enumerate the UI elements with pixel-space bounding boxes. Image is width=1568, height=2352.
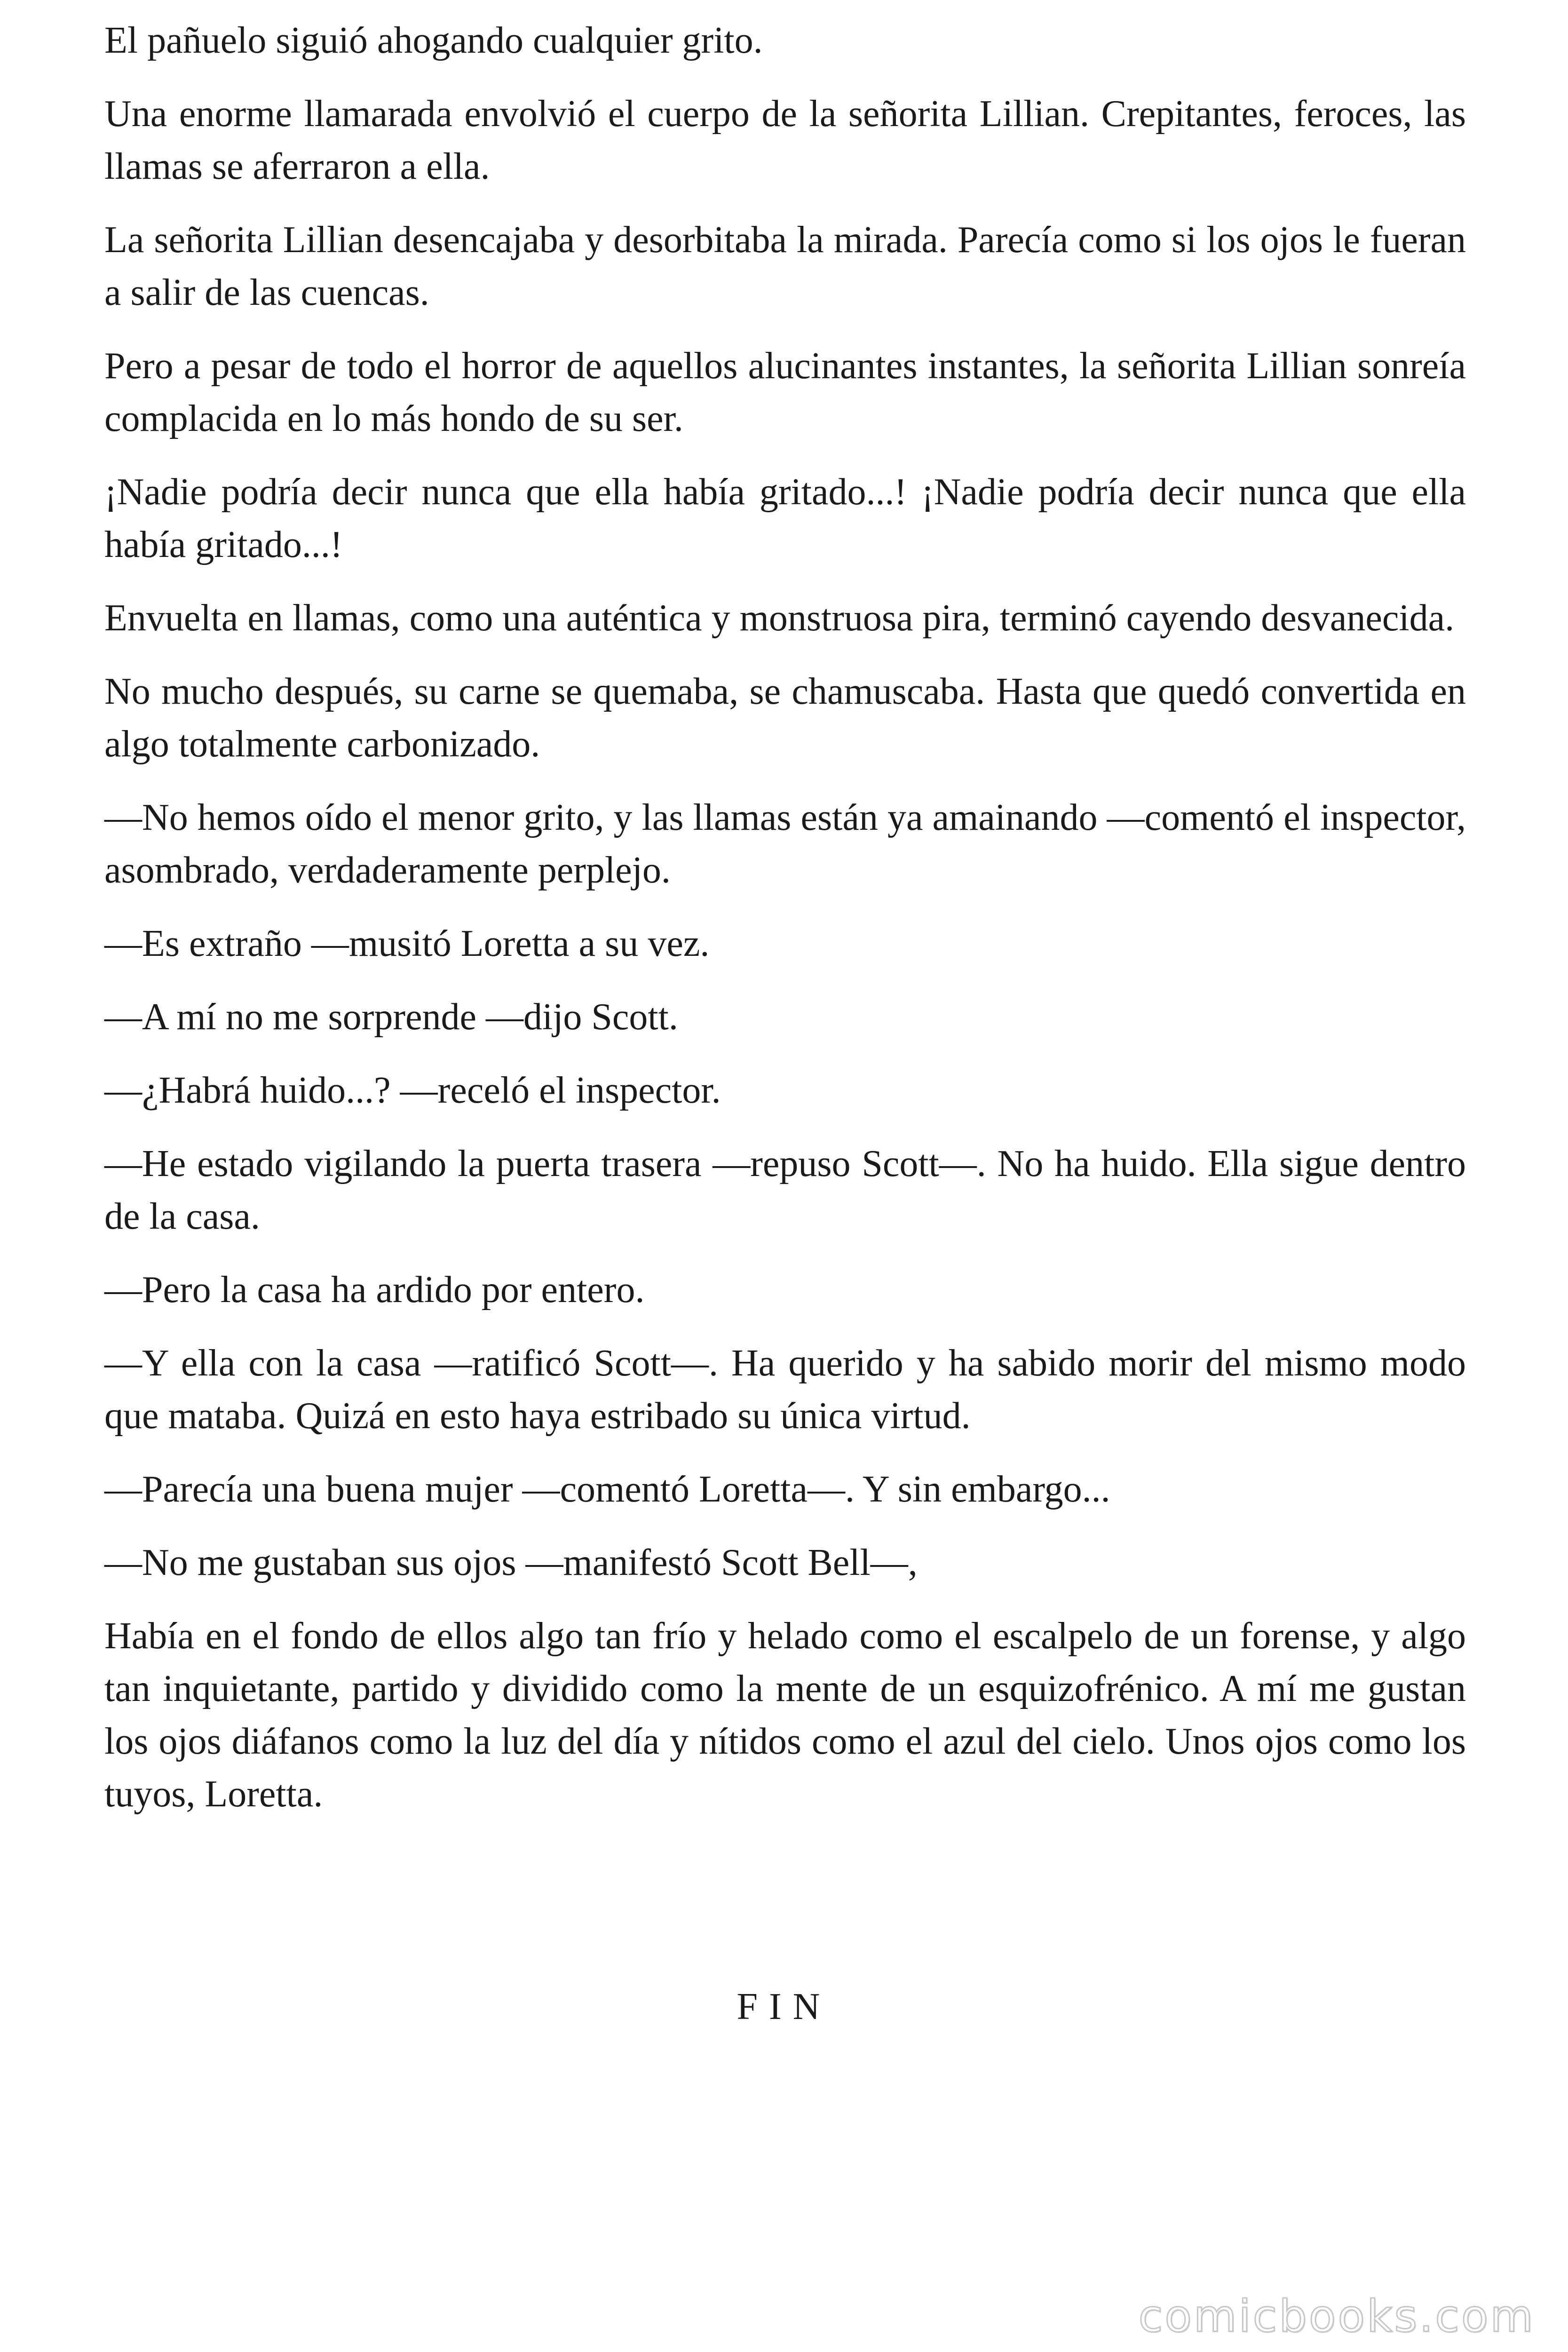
page-body <box>104 14 1466 1841</box>
paragraph: —¿Habrá huido...? —receló el inspector. <box>104 1070 721 1111</box>
ending-fin: FIN <box>736 1986 832 2027</box>
paragraph: No mucho después, su carne se quemaba, se chamuscaba. Hasta que quedó convertida en algo totalmente carbonizado. <box>104 671 1466 765</box>
paragraph: —Y ella con la casa —ratificó Scott—. Ha querido y ha sabido morir del mismo modo que mataba. Quizá en esto haya estribado su única virtud. <box>104 1343 1466 1437</box>
paragraph: Una enorme llamarada envolvió el cuerpo de la señorita Lillian. Crepitantes, feroces, las llamas se aferraron a ella. <box>104 93 1466 187</box>
paragraph: —A mí no me sorprende —dijo Scott. <box>104 996 678 1038</box>
paragraph: —Es extraño —musitó Loretta a su vez. <box>104 923 710 964</box>
paragraph: Había en el fondo de ellos algo tan frío y helado como el escalpelo de un forense, y algo tan inquietante, partido y dividido como la mente de un esquizofrénico. A mí me gustan los ojos diáfanos como la luz del día y nítidos como el azul del cielo. Unos ojos como los tuyos, Loretta. <box>104 1615 1466 1815</box>
paragraph: —Pero la casa ha ardido por entero. <box>104 1269 645 1311</box>
paragraph: —No me gustaban sus ojos —manifestó Scott Bell—, <box>104 1542 918 1583</box>
paragraph: —He estado vigilando la puerta trasera —repuso Scott—. No ha huido. Ella sigue dentro de la casa. <box>104 1143 1466 1237</box>
paragraph: —Parecía una buena mujer —comentó Loretta—. Y sin embargo... <box>104 1469 1110 1510</box>
paragraph: Pero a pesar de todo el horror de aquellos alucinantes instantes, la señorita Lillian sonreía complacida en lo más hondo de su ser. <box>104 345 1466 439</box>
paragraph: El pañuelo siguió ahogando cualquier grito. <box>104 20 763 61</box>
paragraph: Envuelta en llamas, como una auténtica y monstruosa pira, terminó cayendo desvanecida. <box>104 597 1455 639</box>
paragraph: —No hemos oído el menor grito, y las llamas están ya amainando —comentó el inspector, asombrado, verdaderamente perplejo. <box>104 797 1466 891</box>
paragraph: ¡Nadie podría decir nunca que ella había gritado...! ¡Nadie podría decir nunca que ella había gritado...! <box>104 471 1466 565</box>
paragraph: La señorita Lillian desencajaba y desorbitaba la mirada. Parecía como si los ojos le fueran a salir de las cuencas. <box>104 219 1466 313</box>
watermark-logo: comicbooks.com <box>1138 2291 1535 2342</box>
